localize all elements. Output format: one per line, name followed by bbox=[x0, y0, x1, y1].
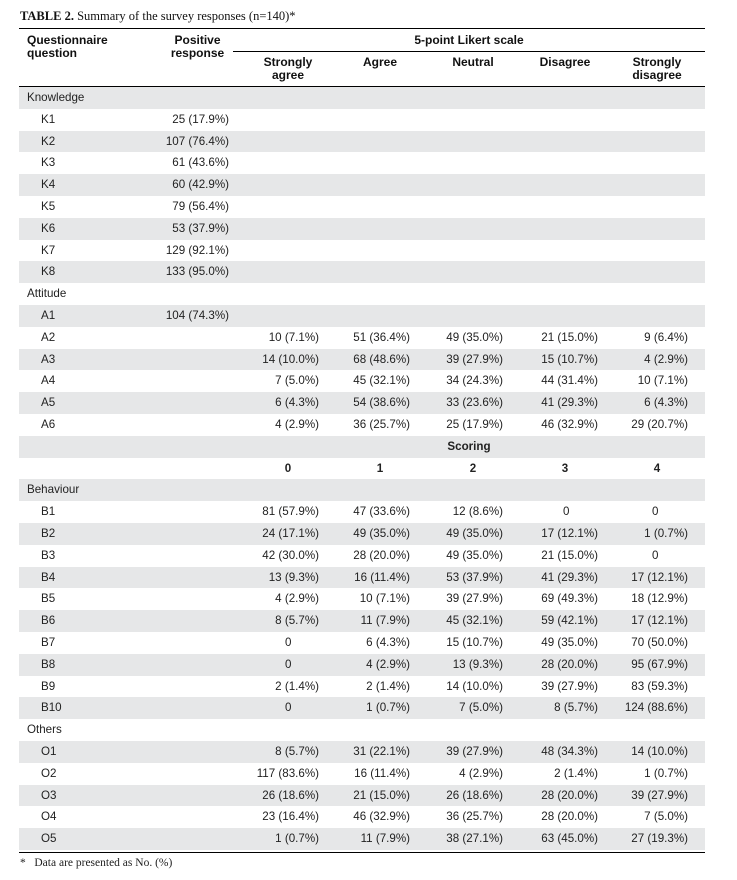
value-cell: 44 (31.4%) bbox=[541, 374, 598, 388]
header-positive: Positive response bbox=[170, 33, 225, 60]
table-row bbox=[19, 131, 705, 153]
value-cell: 54 (38.6%) bbox=[353, 396, 410, 410]
value-cell: 49 (35.0%) bbox=[541, 636, 598, 649]
value-cell: 39 (27.9%) bbox=[631, 788, 688, 802]
value-cell: 45 (32.1%) bbox=[353, 374, 410, 388]
table-row bbox=[19, 218, 705, 240]
value-cell: 51 (36.4%) bbox=[353, 330, 410, 344]
table-row bbox=[19, 501, 705, 523]
question-id: A3 bbox=[41, 352, 56, 366]
value-cell: 14 (10.0%) bbox=[631, 745, 688, 758]
table-row bbox=[19, 392, 705, 414]
value-cell: 11 (7.9%) bbox=[360, 614, 410, 628]
section-row bbox=[19, 479, 705, 501]
value-cell: 28 (20.0%) bbox=[541, 810, 598, 824]
positive-response: 60 (42.9%) bbox=[172, 178, 229, 192]
question-id: K1 bbox=[41, 112, 56, 126]
table-row bbox=[19, 567, 705, 589]
header-likert-title: 5-point Likert scale bbox=[414, 33, 524, 47]
scoring-col-header: 3 bbox=[561, 461, 569, 475]
value-cell: 2 (1.4%) bbox=[554, 766, 598, 780]
table-row bbox=[19, 632, 705, 654]
value-cell: 1 (0.7%) bbox=[644, 527, 688, 540]
positive-response: 61 (43.6%) bbox=[172, 156, 229, 170]
value-cell: 42 (30.0%) bbox=[262, 548, 319, 562]
value-cell: 9 (6.4%) bbox=[644, 330, 688, 344]
question-id: O4 bbox=[41, 810, 57, 824]
question-id: O2 bbox=[41, 766, 57, 780]
value-cell: 0 bbox=[563, 505, 570, 519]
value-cell: 7 (5.0%) bbox=[459, 701, 503, 715]
value-cell: 10 (7.1%) bbox=[637, 374, 688, 388]
question-id: B9 bbox=[41, 679, 56, 693]
header-agree: Agree bbox=[362, 55, 397, 69]
table-row bbox=[19, 414, 705, 436]
value-cell: 1 (0.7%) bbox=[644, 766, 688, 780]
value-cell: 7 (5.0%) bbox=[644, 810, 688, 824]
table-row bbox=[19, 828, 705, 850]
value-cell: 117 (83.6%) bbox=[256, 766, 319, 780]
positive-response: 53 (37.9%) bbox=[172, 221, 229, 235]
scoring-col-header: 2 bbox=[469, 461, 477, 475]
value-cell: 49 (35.0%) bbox=[446, 330, 503, 344]
table-row bbox=[19, 523, 705, 545]
table-row bbox=[19, 654, 705, 676]
positive-response: 107 (76.4%) bbox=[165, 134, 229, 148]
value-cell: 8 (5.7%) bbox=[554, 701, 598, 715]
value-cell: 2 (1.4%) bbox=[275, 679, 319, 693]
value-cell: 124 (88.6%) bbox=[624, 701, 688, 715]
value-cell: 21 (15.0%) bbox=[353, 788, 410, 802]
value-cell: 27 (19.3%) bbox=[631, 832, 688, 846]
question-id: O3 bbox=[41, 788, 57, 802]
value-cell: 25 (17.9%) bbox=[446, 418, 503, 431]
value-cell: 41 (29.3%) bbox=[541, 396, 598, 410]
value-cell: 49 (35.0%) bbox=[353, 527, 410, 540]
value-cell: 83 (59.3%) bbox=[631, 679, 688, 693]
value-cell: 4 (2.9%) bbox=[275, 592, 319, 606]
value-cell: 4 (2.9%) bbox=[644, 352, 688, 366]
positive-response: 133 (95.0%) bbox=[165, 265, 229, 279]
positive-response: 104 (74.3%) bbox=[165, 309, 229, 322]
table-row bbox=[19, 785, 705, 807]
value-cell: 81 (57.9%) bbox=[262, 505, 319, 519]
table-row bbox=[19, 806, 705, 828]
value-cell: 46 (32.9%) bbox=[541, 418, 598, 431]
value-cell: 26 (18.6%) bbox=[262, 788, 319, 802]
value-cell: 4 (2.9%) bbox=[459, 766, 503, 780]
value-cell: 0 bbox=[652, 505, 659, 519]
value-cell: 53 (37.9%) bbox=[446, 570, 503, 584]
table-row bbox=[19, 240, 705, 262]
value-cell: 6 (4.3%) bbox=[644, 396, 688, 410]
section-label: Attitude bbox=[27, 287, 67, 301]
value-cell: 34 (24.3%) bbox=[446, 374, 503, 388]
value-cell: 59 (42.1%) bbox=[541, 614, 598, 628]
top-rule bbox=[19, 28, 705, 29]
value-cell: 4 (2.9%) bbox=[366, 657, 410, 671]
question-id: A5 bbox=[41, 396, 56, 410]
table-row bbox=[19, 174, 705, 196]
value-cell: 15 (10.7%) bbox=[446, 636, 503, 649]
value-cell: 36 (25.7%) bbox=[353, 418, 410, 431]
value-cell: 47 (33.6%) bbox=[353, 505, 410, 519]
value-cell: 39 (27.9%) bbox=[446, 592, 503, 606]
value-cell: 49 (35.0%) bbox=[446, 548, 503, 562]
value-cell: 17 (12.1%) bbox=[541, 527, 598, 540]
value-cell: 39 (27.9%) bbox=[541, 679, 598, 693]
value-cell: 48 (34.3%) bbox=[541, 745, 598, 758]
likert-subrule bbox=[233, 51, 705, 52]
table-row bbox=[19, 545, 705, 567]
question-id: K4 bbox=[41, 178, 56, 192]
positive-response: 129 (92.1%) bbox=[165, 243, 229, 257]
value-cell: 28 (20.0%) bbox=[353, 548, 410, 562]
value-cell: 0 bbox=[285, 636, 292, 649]
value-cell: 17 (12.1%) bbox=[631, 570, 688, 584]
value-cell: 17 (12.1%) bbox=[631, 614, 688, 628]
value-cell: 16 (11.4%) bbox=[354, 570, 410, 584]
question-id: K7 bbox=[41, 243, 56, 257]
value-cell: 63 (45.0%) bbox=[541, 832, 598, 846]
table-row bbox=[19, 109, 705, 131]
question-id: A1 bbox=[41, 309, 56, 322]
value-cell: 16 (11.4%) bbox=[354, 766, 410, 780]
question-id: A2 bbox=[41, 330, 56, 344]
question-id: B5 bbox=[41, 592, 56, 606]
value-cell: 7 (5.0%) bbox=[275, 374, 319, 388]
value-cell: 69 (49.3%) bbox=[541, 592, 598, 606]
positive-response: 25 (17.9%) bbox=[172, 112, 229, 126]
table-caption bbox=[20, 7, 296, 25]
scoring-col-header: 0 bbox=[284, 461, 292, 475]
value-cell: 1 (0.7%) bbox=[366, 701, 410, 715]
section-row bbox=[19, 719, 705, 741]
positive-response: 79 (56.4%) bbox=[172, 200, 229, 213]
value-cell: 41 (29.3%) bbox=[541, 570, 598, 584]
question-id: B2 bbox=[41, 527, 56, 540]
table-row bbox=[19, 370, 705, 392]
value-cell: 6 (4.3%) bbox=[366, 636, 410, 649]
value-cell: 13 (9.3%) bbox=[268, 570, 319, 584]
value-cell: 21 (15.0%) bbox=[541, 330, 598, 344]
question-id: K6 bbox=[41, 221, 56, 235]
question-id: A6 bbox=[41, 418, 56, 431]
scoring-col-header: 4 bbox=[653, 461, 661, 475]
value-cell: 2 (1.4%) bbox=[366, 679, 410, 693]
value-cell: 1 (0.7%) bbox=[275, 832, 319, 846]
value-cell: 46 (32.9%) bbox=[353, 810, 410, 824]
table-row bbox=[19, 152, 705, 174]
header-strongly-agree: Strongly agree bbox=[263, 55, 313, 82]
value-cell: 95 (67.9%) bbox=[631, 657, 688, 671]
scoring-cols-row bbox=[19, 458, 705, 480]
value-cell: 38 (27.1%) bbox=[446, 832, 503, 846]
table-row bbox=[19, 763, 705, 785]
value-cell: 24 (17.1%) bbox=[262, 527, 319, 540]
table-row bbox=[19, 697, 705, 719]
question-id: O5 bbox=[41, 832, 57, 846]
scoring-col-header: 1 bbox=[376, 461, 384, 475]
section-label: Others bbox=[27, 723, 62, 737]
value-cell: 39 (27.9%) bbox=[446, 745, 503, 758]
question-id: B7 bbox=[41, 636, 56, 649]
question-id: B4 bbox=[41, 570, 56, 584]
question-id: B1 bbox=[41, 505, 56, 519]
value-cell: 12 (8.6%) bbox=[452, 505, 503, 519]
header-strongly-disagree: Strongly disagree bbox=[632, 55, 682, 82]
value-cell: 4 (2.9%) bbox=[275, 418, 319, 431]
value-cell: 49 (35.0%) bbox=[446, 527, 503, 540]
value-cell: 18 (12.9%) bbox=[631, 592, 688, 606]
footnote: * Data are presented as No. (%) bbox=[20, 857, 173, 869]
question-id: A4 bbox=[41, 374, 56, 388]
value-cell: 8 (5.7%) bbox=[275, 614, 319, 628]
section-label: Behaviour bbox=[27, 483, 80, 497]
value-cell: 15 (10.7%) bbox=[541, 352, 598, 366]
header-question: Questionnaire question bbox=[27, 33, 108, 60]
table-row bbox=[19, 610, 705, 632]
value-cell: 0 bbox=[285, 701, 292, 715]
value-cell: 31 (22.1%) bbox=[353, 745, 410, 758]
table-row bbox=[19, 305, 705, 327]
value-cell: 11 (7.9%) bbox=[360, 832, 410, 846]
question-id: K2 bbox=[41, 134, 56, 148]
table-row bbox=[19, 196, 705, 218]
question-id: B10 bbox=[41, 701, 62, 715]
table-row bbox=[19, 349, 705, 371]
value-cell: 29 (20.7%) bbox=[631, 418, 688, 431]
scoring-title-row bbox=[19, 436, 705, 458]
value-cell: 68 (48.6%) bbox=[353, 352, 410, 366]
table-row bbox=[19, 588, 705, 610]
value-cell: 14 (10.0%) bbox=[446, 679, 503, 693]
value-cell: 36 (25.7%) bbox=[446, 810, 503, 824]
value-cell: 70 (50.0%) bbox=[631, 636, 688, 649]
section-row bbox=[19, 87, 705, 109]
caption-label: TABLE 2. bbox=[20, 9, 74, 23]
section-row bbox=[19, 283, 705, 305]
table-row bbox=[19, 741, 705, 763]
value-cell: 10 (7.1%) bbox=[268, 330, 319, 344]
question-id: O1 bbox=[41, 745, 57, 758]
table-row bbox=[19, 327, 705, 349]
table-row bbox=[19, 261, 705, 283]
value-cell: 14 (10.0%) bbox=[262, 352, 319, 366]
caption-text: Summary of the survey responses (n=140)* bbox=[77, 9, 296, 23]
header-disagree: Disagree bbox=[539, 55, 591, 69]
value-cell: 8 (5.7%) bbox=[275, 745, 319, 758]
question-id: K5 bbox=[41, 200, 56, 213]
value-cell: 0 bbox=[285, 657, 292, 671]
question-id: K3 bbox=[41, 156, 56, 170]
question-id: K8 bbox=[41, 265, 56, 279]
value-cell: 39 (27.9%) bbox=[446, 352, 503, 366]
value-cell: 26 (18.6%) bbox=[446, 788, 503, 802]
value-cell: 10 (7.1%) bbox=[359, 592, 410, 606]
bottom-rule bbox=[19, 852, 705, 853]
value-cell: 0 bbox=[652, 548, 659, 562]
value-cell: 13 (9.3%) bbox=[452, 657, 503, 671]
section-label: Knowledge bbox=[27, 91, 85, 104]
question-id: B3 bbox=[41, 548, 56, 562]
table-row bbox=[19, 676, 705, 698]
value-cell: 23 (16.4%) bbox=[262, 810, 319, 824]
value-cell: 28 (20.0%) bbox=[541, 657, 598, 671]
scoring-title: Scoring bbox=[447, 439, 491, 453]
question-id: B8 bbox=[41, 657, 56, 671]
header-neutral: Neutral bbox=[452, 55, 494, 69]
value-cell: 6 (4.3%) bbox=[275, 396, 319, 410]
value-cell: 21 (15.0%) bbox=[541, 548, 598, 562]
value-cell: 33 (23.6%) bbox=[446, 396, 503, 410]
question-id: B6 bbox=[41, 614, 56, 628]
value-cell: 45 (32.1%) bbox=[446, 614, 503, 628]
value-cell: 28 (20.0%) bbox=[541, 788, 598, 802]
